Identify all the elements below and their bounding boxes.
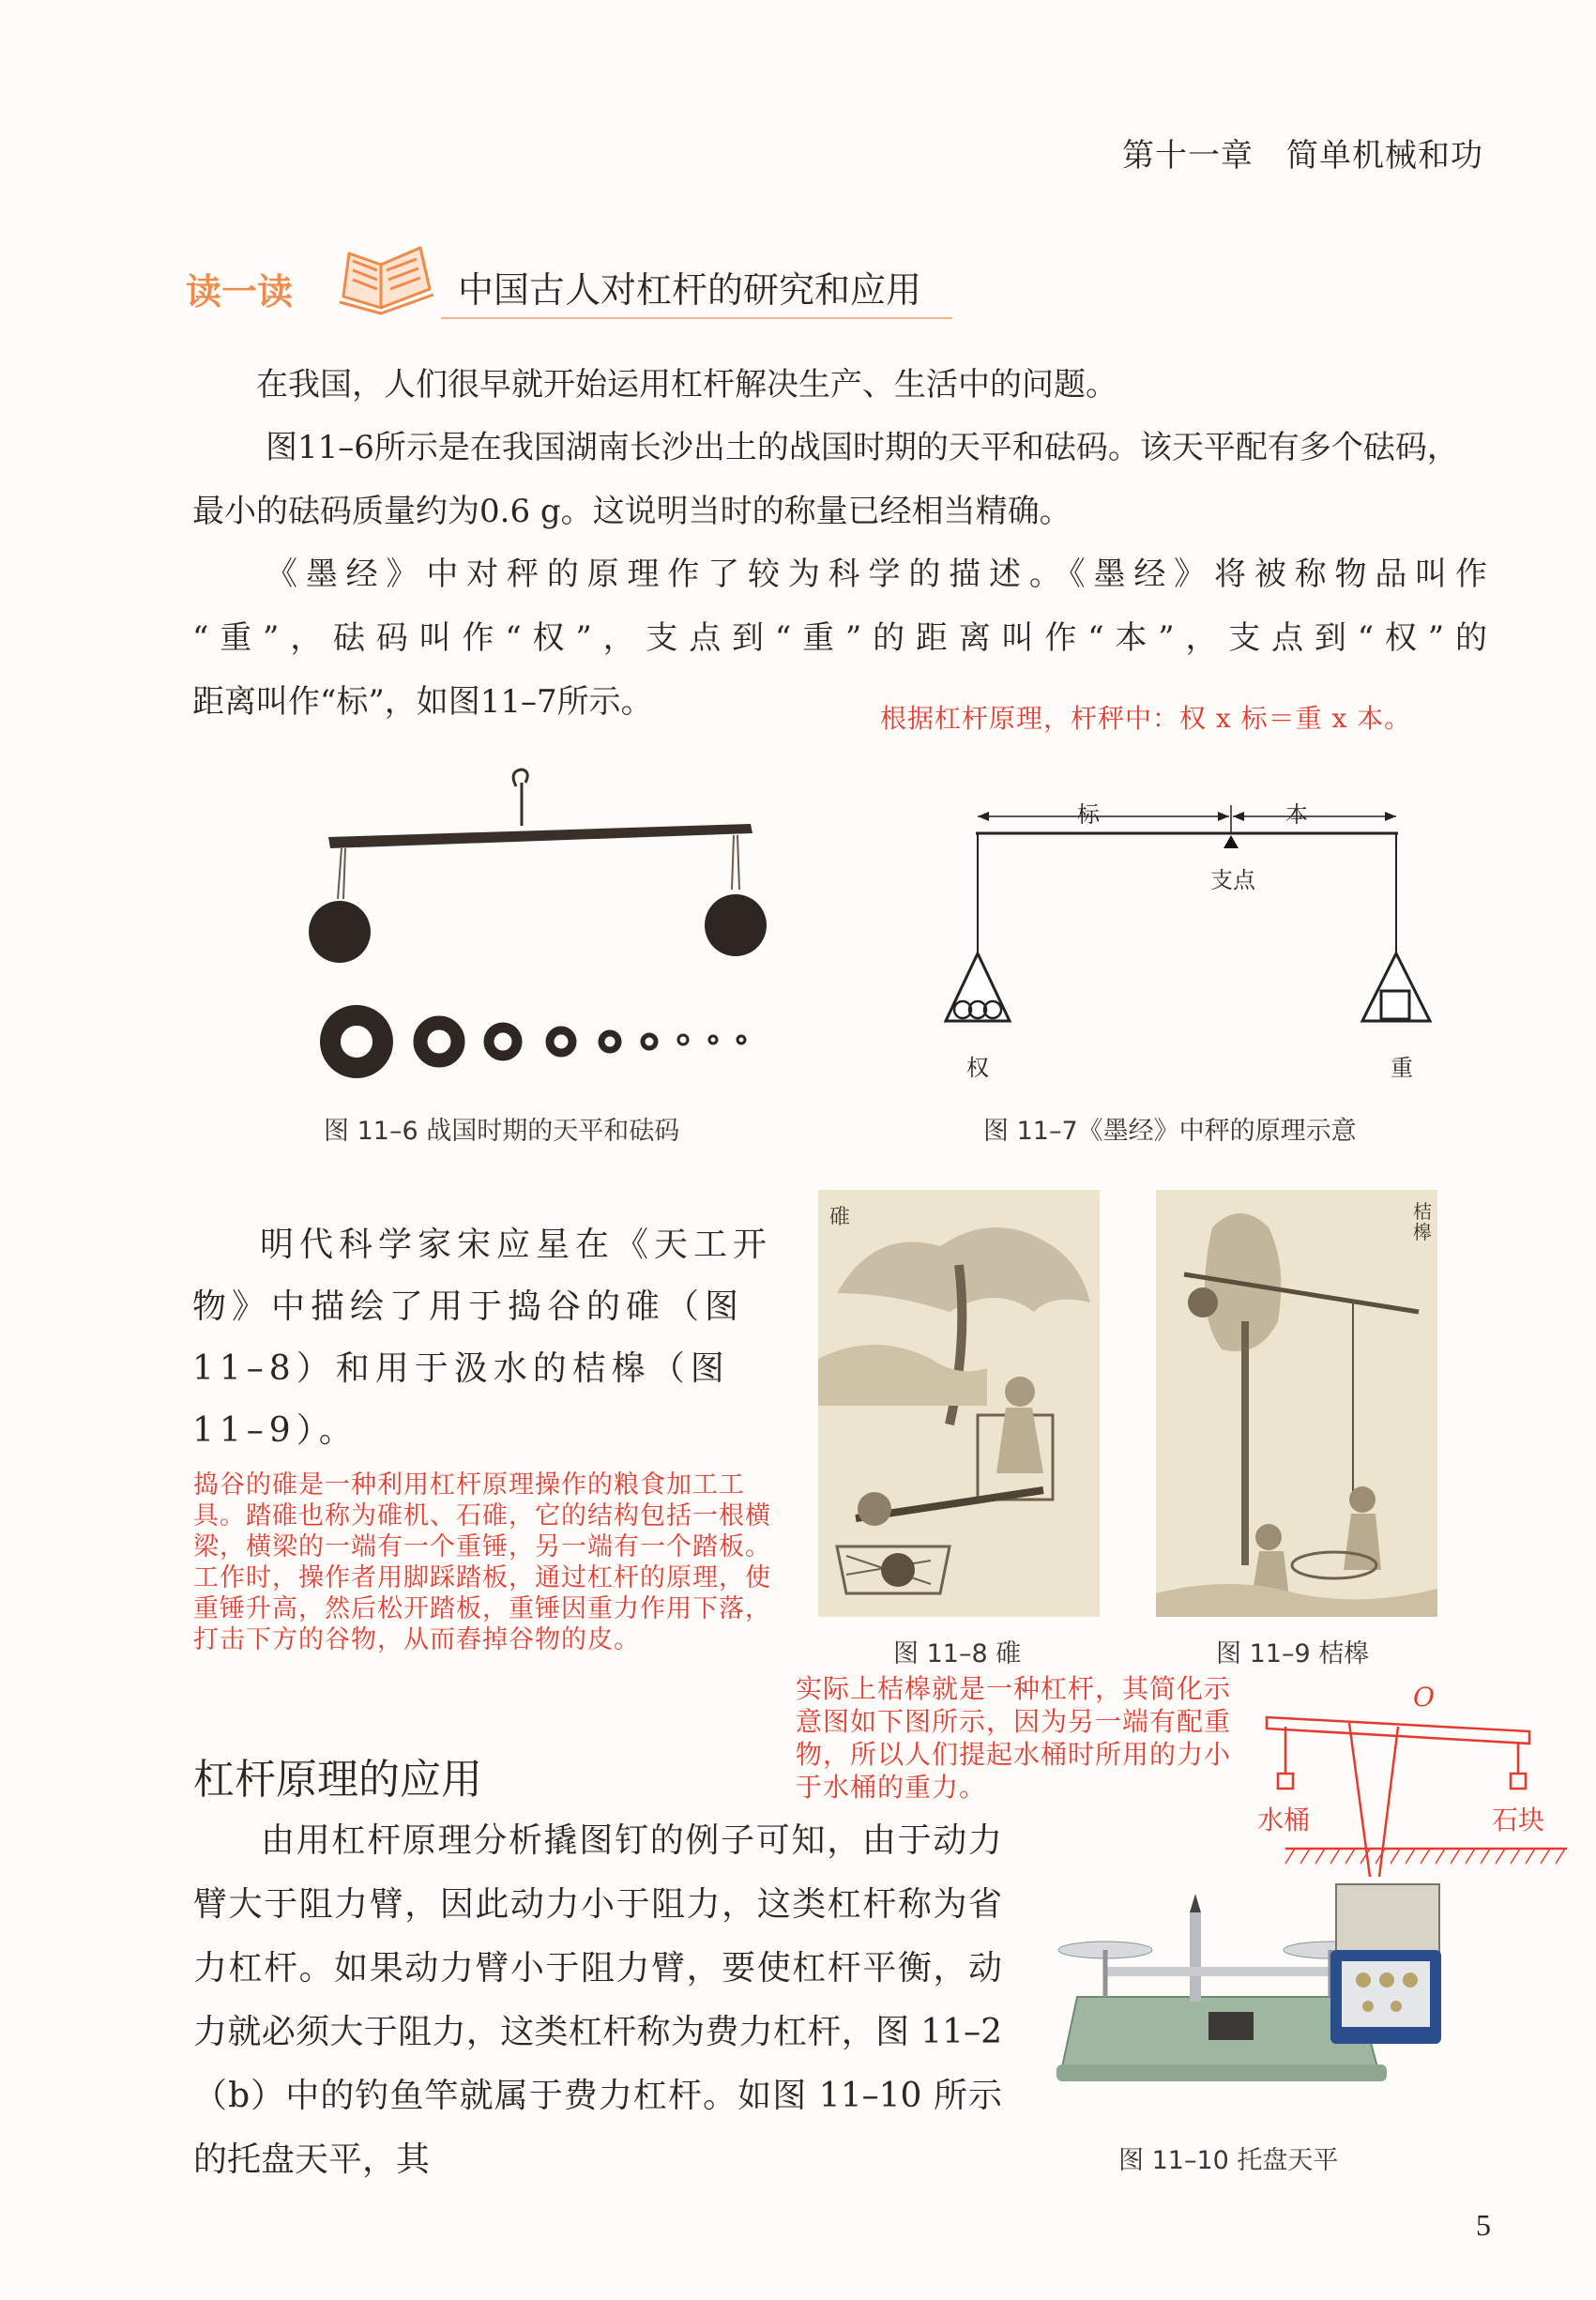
- paragraph-2-text: 图11–6所示是在我国湖南长沙出土的战国时期的天平和砝码。该天平配有多个砝码，最小的砝码质量约为0.6 g。这说明当时的称量已经相当精确。: [192, 429, 1459, 530]
- chapter-header: 第十一章 简单机械和功: [1122, 137, 1483, 175]
- bucket-label: 水桶: [1257, 1805, 1311, 1835]
- mojing-steelyard-diagram: [920, 786, 1454, 1087]
- label-zhong: 重: [1391, 1055, 1413, 1081]
- tray-balance-figure: [1049, 1856, 1452, 2110]
- fig9-inscription: 桔槔: [1413, 1200, 1432, 1243]
- title-underline: [441, 317, 952, 319]
- label-quan: 权: [966, 1055, 989, 1081]
- well-sweep-illustration: [1156, 1190, 1437, 1617]
- paragraph-3-line-1: 《墨经》中对秤的原理作了较为科学的描述。《墨经》将被称物品叫作: [266, 556, 1487, 593]
- reading-label: 读一读: [186, 271, 294, 312]
- pestle-illustration: [818, 1190, 1100, 1617]
- figure-11-6-caption: 图 11–6 战国时期的天平和砝码: [324, 1117, 680, 1146]
- fulcrum-label-o: O: [1413, 1682, 1435, 1713]
- figure-11-10-caption: 图 11–10 托盘天平: [1118, 2146, 1339, 2175]
- paragraph-1: 在我国，人们很早就开始运用杠杆解决生产、生活中的问题。: [256, 366, 1117, 404]
- label-ben: 本: [1285, 801, 1308, 828]
- annotation-pestle: 捣谷的碓是一种利用杠杆原理操作的粮食加工工具。踏碓也称为碓机、石碓，它的结构包括一根横梁，横梁的一端有一个重锤，另一端有一个踏板。工作时，操作者用脚踩踏板，通过杠杆的原理，使重锤升高，然后松开踏板，重锤因重力作用下落，打击下方的谷物，从而舂掉谷物的皮。: [193, 1470, 771, 1654]
- figure-11-9-caption: 图 11–9 桔槔: [1216, 1639, 1370, 1668]
- figure-11-7-caption: 图 11–7《墨经》中秤的原理示意: [983, 1117, 1357, 1146]
- section-title: 杠杆原理的应用: [193, 1756, 482, 1804]
- annotation-well-sweep: 实际上桔槔就是一种杠杆，其简化示意图如下图所示，因为另一端有配重物，所以人们提起水桶时所用的力小于水桶的重力。: [796, 1673, 1232, 1803]
- paragraph-3-line-2: “重”，砝码叫作“权”，支点到“重”的距离叫作“本”，支点到“权”的: [192, 619, 1487, 657]
- page-number: 5: [1476, 2208, 1491, 2242]
- ancient-balance-figure: [300, 758, 788, 1096]
- paragraph-ming: 明代科学家宋应星在《天工开物》中描绘了用于捣谷的碓（图11–8）和用于汲水的桔槔（图11–9）。: [192, 1226, 773, 1450]
- annotation-steelyard-formula: 根据杠杆原理，杆秤中：权 x 标＝重 x 本。: [880, 703, 1412, 734]
- paragraph-2: [192, 416, 1487, 543]
- label-fulcrum: 支点: [1210, 867, 1255, 893]
- stone-label: 石块: [1492, 1805, 1545, 1835]
- paragraph-3-line-3: 距离叫作“标”，如图11–7所示。: [192, 683, 653, 721]
- figure-11-8-caption: 图 11–8 碓: [893, 1639, 1022, 1668]
- label-biao: 标: [1077, 801, 1100, 828]
- paragraph-application: 由用杠杆原理分析撬图钉的例子可知，由于动力臂大于阻力臂，因此动力小于阻力，这类杠杆称为省力杠杆。如果动力臂小于阻力臂，要使杠杆平衡，动力就必须大于阻力，这类杠杆称为费力杠杆，图 11–2（b）中的钓鱼竿就属于费力杠杆。如图 11–10 所示的托盘天平，其: [193, 1821, 1002, 2179]
- fig8-inscription: 碓: [829, 1206, 851, 1229]
- open-book-icon: [336, 242, 439, 317]
- reading-title: 中国古人对杠杆的研究和应用: [458, 269, 922, 311]
